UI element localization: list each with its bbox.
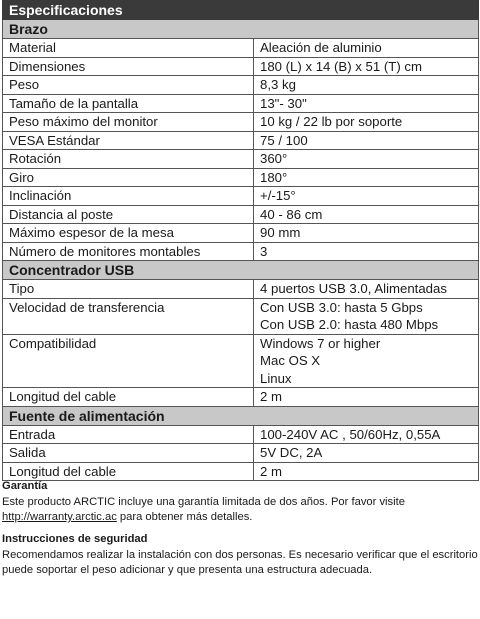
- row-value: 2 m: [254, 388, 479, 407]
- row-value: 3: [254, 242, 479, 261]
- row-label: Velocidad de transferencia: [3, 298, 254, 334]
- value-line: Linux: [260, 370, 292, 386]
- row-label: Longitud del cable: [3, 462, 254, 481]
- warranty-text: Este producto ARCTIC incluye una garantía limitada de dos años. Por favor visite: [2, 495, 405, 508]
- section-header-usb: [3, 261, 479, 280]
- row-label: Salida: [3, 444, 254, 463]
- table-row: [3, 113, 479, 132]
- warranty-section: [2, 479, 478, 526]
- row-value: 40 - 86 cm: [254, 205, 479, 224]
- table-row: [3, 57, 479, 76]
- table-row: [3, 280, 479, 299]
- table-row: [3, 425, 479, 444]
- row-value: 90 mm: [254, 224, 479, 243]
- row-label: VESA Estándar: [3, 131, 254, 150]
- row-label: Tipo: [3, 280, 254, 299]
- row-value: 180°: [254, 168, 479, 187]
- row-value: 360°: [254, 150, 479, 169]
- value-line: Windows 7 or higher: [260, 335, 381, 351]
- row-value: Aleación de aluminio: [254, 39, 479, 58]
- specifications-table: [2, 0, 479, 481]
- value-line: Con USB 2.0: hasta 480 Mbps: [260, 317, 439, 332]
- table-row: [3, 444, 479, 463]
- row-label: Material: [3, 39, 254, 58]
- row-value: 5V DC, 2A: [254, 444, 479, 463]
- row-label: Entrada: [3, 425, 254, 444]
- row-value: +/-15°: [254, 187, 479, 206]
- section-title-fuente: Fuente de alimentación: [3, 406, 479, 425]
- safety-text: Recomendamos realizar la instalación con dos personas. Es necesario verificar que el escritorio puede soportar el peso adicionar y que presenta una estructura adecuada.: [2, 548, 478, 576]
- safety-heading: Instrucciones de seguridad: [2, 533, 148, 545]
- value-line: Con USB 3.0: hasta 5 Gbps: [260, 299, 423, 315]
- row-label: Dimensiones: [3, 57, 254, 76]
- section-title-brazo: Brazo: [3, 20, 479, 39]
- row-label: Número de monitores montables: [3, 242, 254, 261]
- table-row: [3, 242, 479, 261]
- row-label: Inclinación: [3, 187, 254, 206]
- table-row: [3, 94, 479, 113]
- table-title-row: [3, 1, 479, 20]
- table-row: [3, 187, 479, 206]
- section-title-usb: Concentrador USB: [3, 261, 479, 280]
- row-label: Longitud del cable: [3, 388, 254, 407]
- row-value: 75 / 100: [254, 131, 479, 150]
- table-row: [3, 224, 479, 243]
- table-row: [3, 298, 479, 334]
- row-value: [254, 298, 479, 334]
- row-label: Giro: [3, 168, 254, 187]
- warranty-heading: Garantía: [2, 480, 48, 492]
- warranty-link[interactable]: http://warranty.arctic.ac: [2, 511, 117, 523]
- row-value: 100-240V AC , 50/60Hz, 0,55A: [254, 425, 479, 444]
- row-label: Peso: [3, 76, 254, 95]
- row-label: Máximo espesor de la mesa: [3, 224, 254, 243]
- table-row: [3, 168, 479, 187]
- section-header-brazo: [3, 20, 479, 39]
- row-value: 2 m: [254, 462, 479, 481]
- table-row: [3, 39, 479, 58]
- warranty-text-after: para obtener más detalles.: [116, 511, 253, 523]
- table-row: [3, 334, 479, 388]
- section-header-fuente: [3, 406, 479, 425]
- row-label: Compatibilidad: [3, 334, 254, 388]
- row-label: Distancia al poste: [3, 205, 254, 224]
- table-title: Especificaciones: [3, 1, 479, 20]
- table-row: [3, 76, 479, 95]
- table-row: [3, 131, 479, 150]
- row-value: [254, 334, 479, 388]
- row-value: 10 kg / 22 lb por soporte: [254, 113, 479, 132]
- row-label: Rotación: [3, 150, 254, 169]
- table-row: [3, 388, 479, 407]
- table-row: [3, 150, 479, 169]
- table-row: [3, 462, 479, 481]
- table-row: [3, 205, 479, 224]
- row-label: Peso máximo del monitor: [3, 113, 254, 132]
- row-value: 8,3 kg: [254, 76, 479, 95]
- row-value: 13"- 30": [254, 94, 479, 113]
- value-line: Mac OS X: [260, 353, 321, 368]
- row-value: 180 (L) x 14 (B) x 51 (T) cm: [254, 57, 479, 76]
- row-value: 4 puertos USB 3.0, Alimentadas: [254, 280, 479, 299]
- safety-section: [2, 532, 478, 579]
- row-label: Tamaño de la pantalla: [3, 94, 254, 113]
